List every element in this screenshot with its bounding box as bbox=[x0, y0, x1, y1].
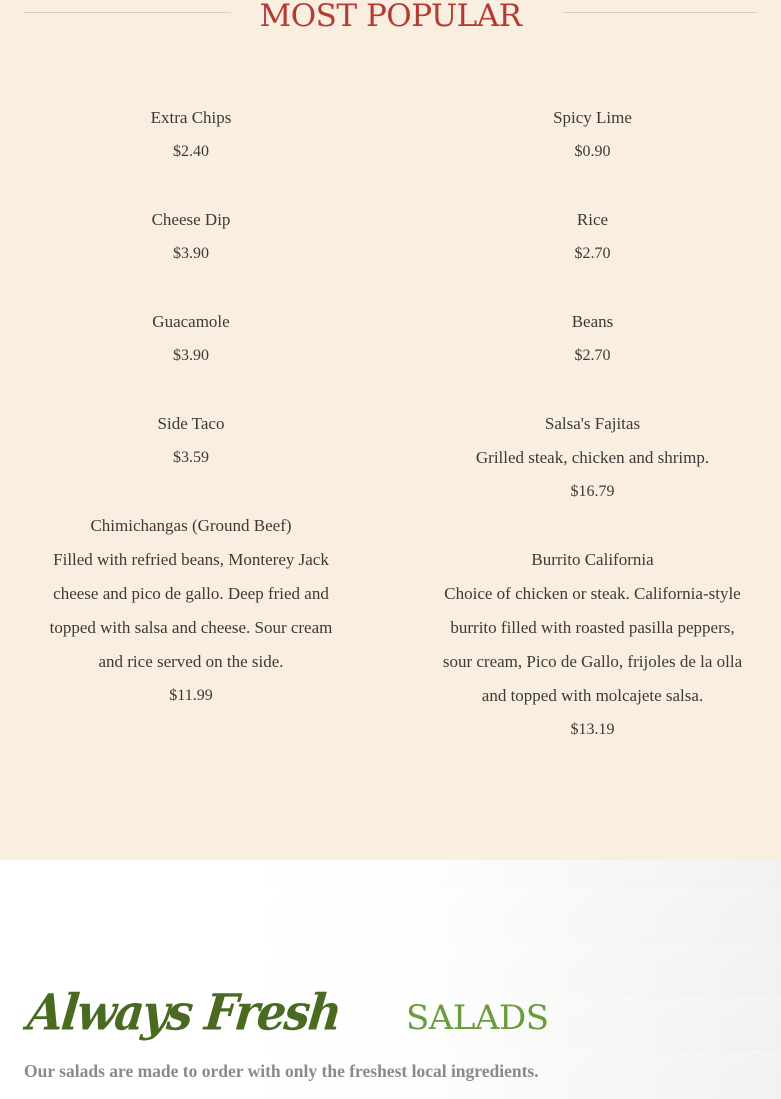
menu-item-name: Rice bbox=[576, 210, 609, 229]
salads-title: SALADS bbox=[406, 998, 549, 1038]
always-fresh-tagline: Always Fresh bbox=[24, 982, 343, 1042]
menu-item bbox=[35, 305, 347, 373]
menu-item-price: $16.79 bbox=[570, 483, 615, 500]
menu-item-name: Spicy Lime bbox=[553, 108, 632, 127]
menu-item-price: $2.70 bbox=[574, 245, 611, 262]
menu-item-name: Salsa's Fajitas bbox=[544, 414, 641, 433]
menu-item-description: Grilled steak, chicken and shrimp. bbox=[475, 448, 710, 467]
menu-column-right bbox=[427, 101, 758, 781]
menu-item-name: Extra Chips bbox=[150, 108, 232, 127]
menu-item-price: $2.40 bbox=[173, 143, 209, 160]
menu-item-description: burrito filled with roasted pasilla peppers, bbox=[450, 618, 735, 637]
menu-item-name: Cheese Dip bbox=[151, 210, 231, 229]
menu-item bbox=[427, 101, 758, 169]
menu-item bbox=[427, 305, 758, 373]
menu-item-description: Filled with refried beans, Monterey Jack bbox=[53, 550, 329, 569]
menu-item bbox=[427, 543, 758, 747]
menu-item-name: Side Taco bbox=[157, 414, 225, 433]
salads-description: Our salads are made to order with only the freshest local ingredients. bbox=[24, 1061, 539, 1081]
menu-item bbox=[35, 509, 347, 713]
menu-item bbox=[35, 407, 347, 475]
menu-item-name: Burrito California bbox=[531, 550, 654, 569]
menu-item-description: cheese and pico de gallo. Deep fried and bbox=[53, 584, 329, 603]
menu-item-description: topped with salsa and cheese. Sour cream bbox=[49, 618, 333, 637]
menu-item bbox=[35, 203, 347, 271]
menu-item bbox=[35, 101, 347, 169]
menu-item-name: Chimichangas (Ground Beef) bbox=[90, 516, 292, 535]
section-title: MOST POPULAR bbox=[259, 0, 522, 34]
menu-item bbox=[427, 203, 758, 271]
menu-item-description: Choice of chicken or steak. California-style bbox=[444, 584, 741, 603]
menu-item-price: $13.19 bbox=[570, 721, 615, 738]
menu-item-name: Beans bbox=[571, 312, 614, 331]
menu-column-left bbox=[35, 101, 347, 747]
menu-item-name: Guacamole bbox=[152, 312, 230, 331]
menu-item-price: $3.59 bbox=[173, 449, 209, 466]
menu-item bbox=[427, 407, 758, 509]
menu-item-description: and rice served on the side. bbox=[98, 652, 284, 671]
salads-section bbox=[0, 860, 781, 1099]
menu-item-price: $3.90 bbox=[173, 245, 209, 262]
menu-item-price: $11.99 bbox=[169, 687, 213, 704]
menu-item-price: $3.90 bbox=[173, 347, 209, 364]
menu-item-price: $0.90 bbox=[574, 143, 611, 160]
menu-item-price: $2.70 bbox=[574, 347, 611, 364]
menu-item-description: sour cream, Pico de Gallo, frijoles de la olla bbox=[442, 652, 743, 671]
menu-item-description: and topped with molcajete salsa. bbox=[481, 686, 704, 705]
